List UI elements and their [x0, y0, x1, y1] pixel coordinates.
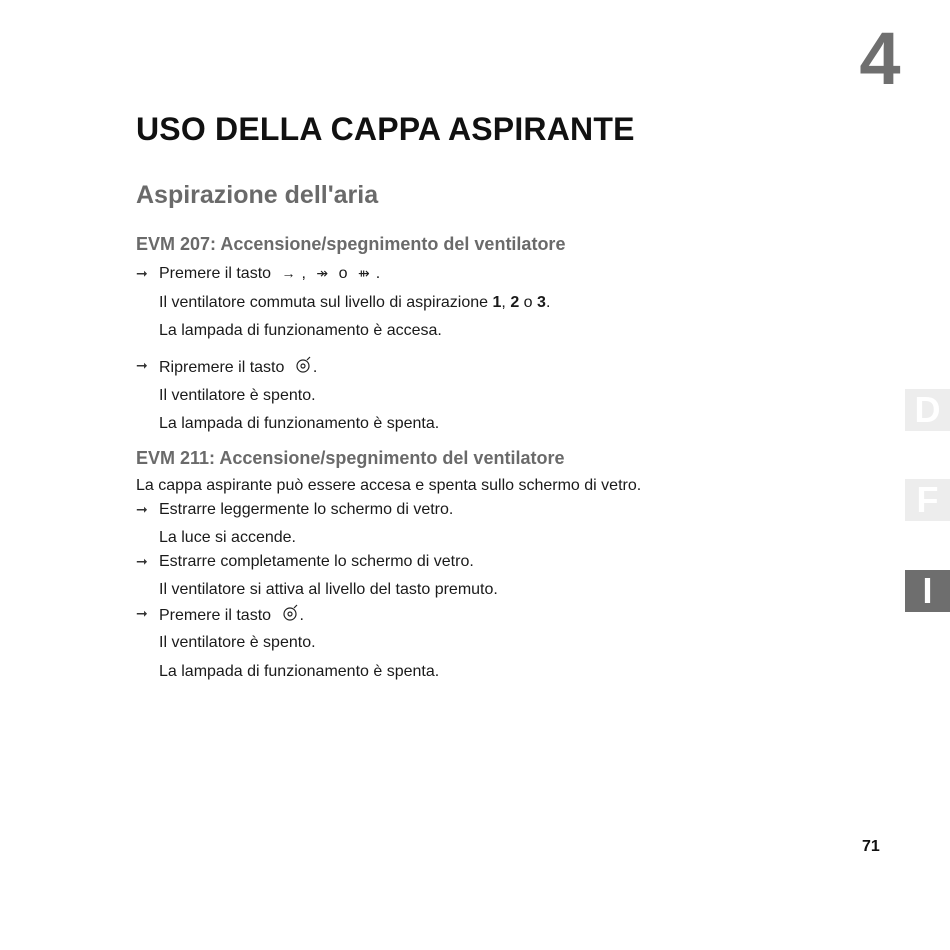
- arrow-icon: ➞: [136, 265, 148, 281]
- arrow-icon: ➞: [136, 605, 148, 621]
- evm211-step3-line3: La lampada di funzionamento è spenta.: [159, 663, 440, 680]
- evm211-heading: EVM 211: Accensione/spegnimento del ventilatore: [136, 448, 565, 468]
- evm211-step3-line2: Il ventilatore è spento.: [159, 634, 316, 651]
- or-text: o: [338, 265, 348, 282]
- evm211-step1-result: La luce si accende.: [159, 529, 296, 546]
- level-1-text: 1: [492, 294, 502, 311]
- evm207-step2-line1: [159, 356, 317, 377]
- fan-level1-icon: →: [281, 265, 296, 281]
- level-3-text: 3: [537, 294, 546, 311]
- sep-text: ,: [501, 294, 506, 311]
- step-text: Premere il tasto: [159, 265, 272, 282]
- arrow-icon: ➞: [136, 357, 148, 373]
- language-tab-d[interactable]: D: [905, 389, 950, 431]
- section-subtitle: Aspirazione dell'aria: [136, 181, 379, 209]
- arrow-icon: ➞: [136, 553, 148, 569]
- arrow-icon: ➞: [136, 501, 148, 517]
- step-text: Ripremere il tasto: [159, 359, 285, 376]
- evm211-step1: Estrarre leggermente lo schermo di vetro.: [159, 501, 454, 518]
- step-text: Premere il tasto: [159, 607, 272, 624]
- evm211-step3-line1: [159, 604, 304, 625]
- evm207-heading: EVM 207: Accensione/spegnimento del ventilatore: [136, 234, 566, 254]
- fan-icon: [282, 604, 300, 622]
- evm207-step1-line3: La lampada di funzionamento è accesa.: [159, 322, 442, 339]
- step-text: Il ventilatore commuta sul livello di aspirazione: [159, 294, 489, 311]
- language-tab-f[interactable]: F: [905, 479, 950, 521]
- level-2-text: 2: [510, 294, 520, 311]
- period-text: .: [312, 359, 318, 376]
- language-tab-i[interactable]: I: [905, 570, 950, 612]
- page-title: USO DELLA CAPPA ASPIRANTE: [136, 111, 635, 147]
- chapter-number: 4: [859, 17, 901, 100]
- page-number: 71: [862, 838, 880, 855]
- fan-level2-icon: ↠: [316, 265, 329, 281]
- fan-icon: [295, 356, 313, 374]
- evm211-step2-result: Il ventilatore si attiva al livello del tasto premuto.: [159, 581, 498, 598]
- evm207-step2-line2: Il ventilatore è spento.: [159, 387, 316, 404]
- evm207-step2-line3: La lampada di funzionamento è spenta.: [159, 415, 440, 432]
- evm211-intro: La cappa aspirante può essere accesa e spenta sullo schermo di vetro.: [136, 477, 642, 494]
- fan-level3-icon: ⇻: [357, 265, 370, 281]
- period-text: .: [299, 607, 304, 624]
- or-text: o: [523, 294, 533, 311]
- period-text: .: [545, 294, 551, 311]
- evm207-step1-line1: [159, 264, 380, 283]
- period-text: .: [375, 265, 381, 282]
- evm207-step1-line2: [159, 293, 550, 312]
- evm211-step2: Estrarre completamente lo schermo di vetro.: [159, 553, 474, 570]
- comma-text: ,: [301, 265, 306, 282]
